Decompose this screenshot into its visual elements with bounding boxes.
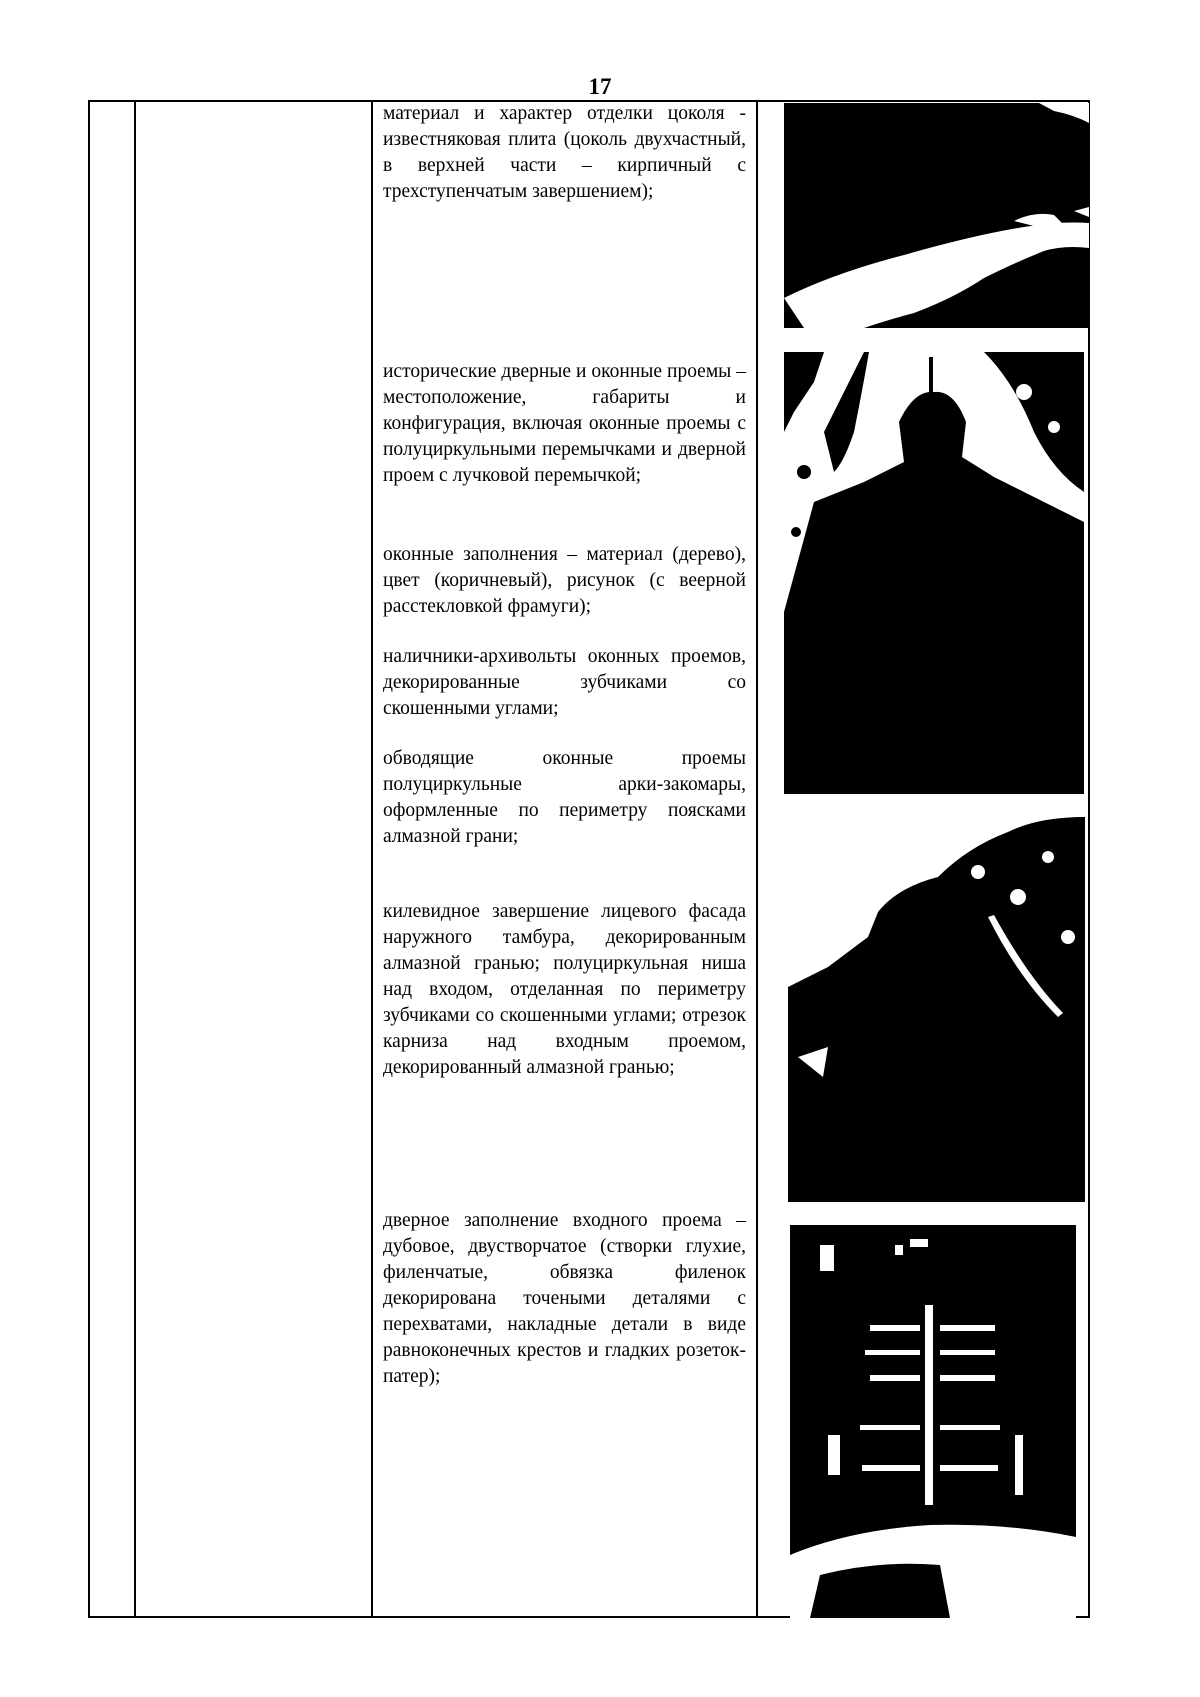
column-divider-1 bbox=[134, 100, 136, 1618]
photo-church bbox=[784, 352, 1084, 794]
feature-openings: исторические дверные и оконные проемы – местоположение, габариты и конфигурация, включая оконные проемы с полуциркульными перемычками и дверной проем с лучковой перемычкой; bbox=[383, 361, 746, 486]
photo-vestibule bbox=[788, 817, 1085, 1202]
feature-zakomara-arches: обводящие оконные проемы полуциркульные арки-закомары, оформленные по периметру поясками алмазной грани; bbox=[383, 748, 746, 847]
page-number: 17 bbox=[588, 74, 612, 99]
feature-entrance-door: дверное заполнение входного проема – дубовое, двустворчатое (створки глухие, филенчатые, обвязка филенок декорирована точеными деталями с перехватами, накладные детали в виде равноконечных крестов и гладких розеток-патер); bbox=[383, 1210, 746, 1387]
feature-vestibule-top: килевидное завершение лицевого фасада наружного тамбура, декорированным алмазной гранью; полуциркульная ниша над входом, отделанная по периметру зубчиками со скошенными углами; отрезок карниза над входным проемом, декорированный алмазной гранью; bbox=[383, 901, 746, 1078]
column-divider-3 bbox=[756, 100, 758, 1618]
column-divider-2 bbox=[371, 100, 373, 1618]
photo-plinth bbox=[784, 103, 1089, 328]
photo-entrance-door bbox=[790, 1225, 1076, 1618]
feature-plinth: материал и характер отделки цоколя - известняковая плита (цоколь двухчастный, в верхней части – кирпичный с трехступенчатым завершением); bbox=[383, 103, 746, 202]
feature-window-architraves: наличники-архивольты оконных проемов, декорированные зубчиками со скошенными углами; bbox=[383, 646, 746, 719]
feature-window-fillings: оконные заполнения – материал (дерево), цвет (коричневый), рисунок (с веерной расстекловкой фрамуги); bbox=[383, 544, 746, 617]
